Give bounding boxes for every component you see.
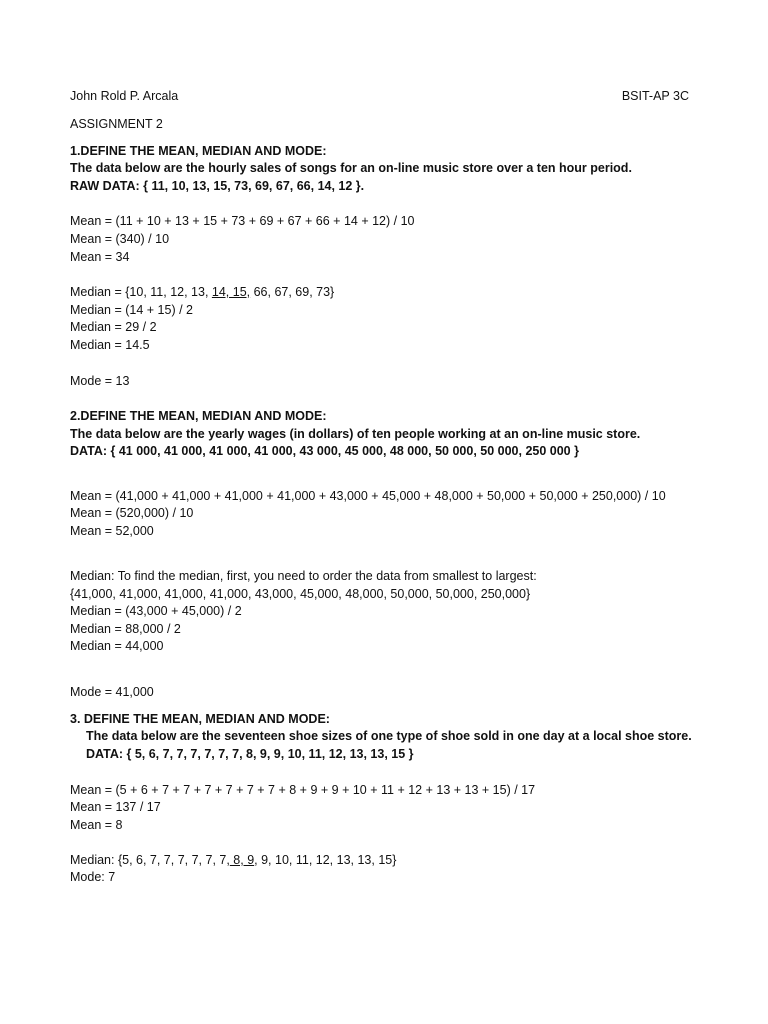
q2-mode: Mode = 41,000 bbox=[70, 685, 154, 699]
q1-median-sorted-b: 66, 67, 69, 73} bbox=[250, 285, 335, 299]
author-name: John Rold P. Arcala bbox=[70, 89, 179, 103]
q2-median-intro: Median: To find the median, first, you need to order the data from smallest to largest: bbox=[70, 569, 537, 583]
q3-mean-step2: Mean = 137 / 17 bbox=[70, 800, 161, 814]
q1-median-step2: Median = (14 + 15) / 2 bbox=[70, 303, 193, 317]
q2-mean-step1: Mean = (41,000 + 41,000 + 41,000 + 41,000 + 43,000 + 45,000 + 48,000 + 50,000 + 50,000 + 250,000) / 10 bbox=[70, 489, 666, 503]
q3-median-b: , 9, 10, 11, 12, 13, 13, 15} bbox=[254, 853, 397, 867]
q1-mode: Mode = 13 bbox=[70, 374, 130, 388]
q2-mean-result: Mean = 52,000 bbox=[70, 524, 154, 538]
q1-mean-result: Mean = 34 bbox=[70, 250, 130, 264]
q3-median bbox=[70, 852, 396, 868]
q2-median-sorted: {41,000, 41,000, 41,000, 41,000, 43,000, 45,000, 48,000, 50,000, 50,000, 250,000} bbox=[70, 587, 531, 601]
q3-mode: Mode: 7 bbox=[70, 870, 116, 884]
q2-description: The data below are the yearly wages (in dollars) of ten people working at an on-line music store. bbox=[70, 427, 641, 441]
assignment-title: ASSIGNMENT 2 bbox=[70, 117, 163, 131]
q1-median-sorted bbox=[70, 284, 334, 300]
q1-description: The data below are the hourly sales of songs for an on-line music store over a ten hour period. bbox=[70, 161, 632, 175]
q2-median-step2: Median = (43,000 + 45,000) / 2 bbox=[70, 604, 242, 618]
q1-data: RAW DATA: { 11, 10, 13, 15, 73, 69, 67, 66, 14, 12 }. bbox=[70, 179, 365, 193]
q2-title: 2.DEFINE THE MEAN, MEDIAN AND MODE: bbox=[70, 409, 327, 423]
q1-mean-step1: Mean = (11 + 10 + 13 + 15 + 73 + 69 + 67 + 66 + 14 + 12) / 10 bbox=[70, 214, 415, 228]
q1-title: 1.DEFINE THE MEAN, MEDIAN AND MODE: bbox=[70, 144, 327, 158]
q2-median-step3: Median = 88,000 / 2 bbox=[70, 622, 181, 636]
q3-median-middle-values: 8, 9 bbox=[229, 853, 255, 867]
q2-data: DATA: { 41 000, 41 000, 41 000, 41 000, 43 000, 45 000, 48 000, 50 000, 50 000, 250 000 } bbox=[70, 444, 579, 458]
q3-median-a: Median: {5, 6, 7, 7, 7, 7, 7, 7, bbox=[70, 853, 230, 867]
q1-mean-step2: Mean = (340) / 10 bbox=[70, 232, 170, 246]
q3-data: DATA: { 5, 6, 7, 7, 7, 7, 7, 7, 8, 9, 9, 10, 11, 12, 13, 13, 15 } bbox=[86, 747, 414, 761]
q1-median-middle-values: 14, 15, bbox=[211, 285, 251, 299]
q2-mean-step2: Mean = (520,000) / 10 bbox=[70, 506, 194, 520]
q1-median-result: Median = 14.5 bbox=[70, 338, 150, 352]
q1-median-step3: Median = 29 / 2 bbox=[70, 320, 157, 334]
q1-median-sorted-a: Median = {10, 11, 12, 13, bbox=[70, 285, 212, 299]
class-section: BSIT-AP 3C bbox=[621, 89, 689, 103]
q2-median-result: Median = 44,000 bbox=[70, 639, 164, 653]
q3-mean-result: Mean = 8 bbox=[70, 818, 123, 832]
q3-title: 3. DEFINE THE MEAN, MEDIAN AND MODE: bbox=[70, 712, 330, 726]
q3-description: The data below are the seventeen shoe sizes of one type of shoe sold in one day at a local shoe store. bbox=[86, 729, 692, 743]
q3-mean-step1: Mean = (5 + 6 + 7 + 7 + 7 + 7 + 7 + 7 + 8 + 9 + 9 + 10 + 11 + 12 + 13 + 13 + 15) / 17 bbox=[70, 783, 536, 797]
